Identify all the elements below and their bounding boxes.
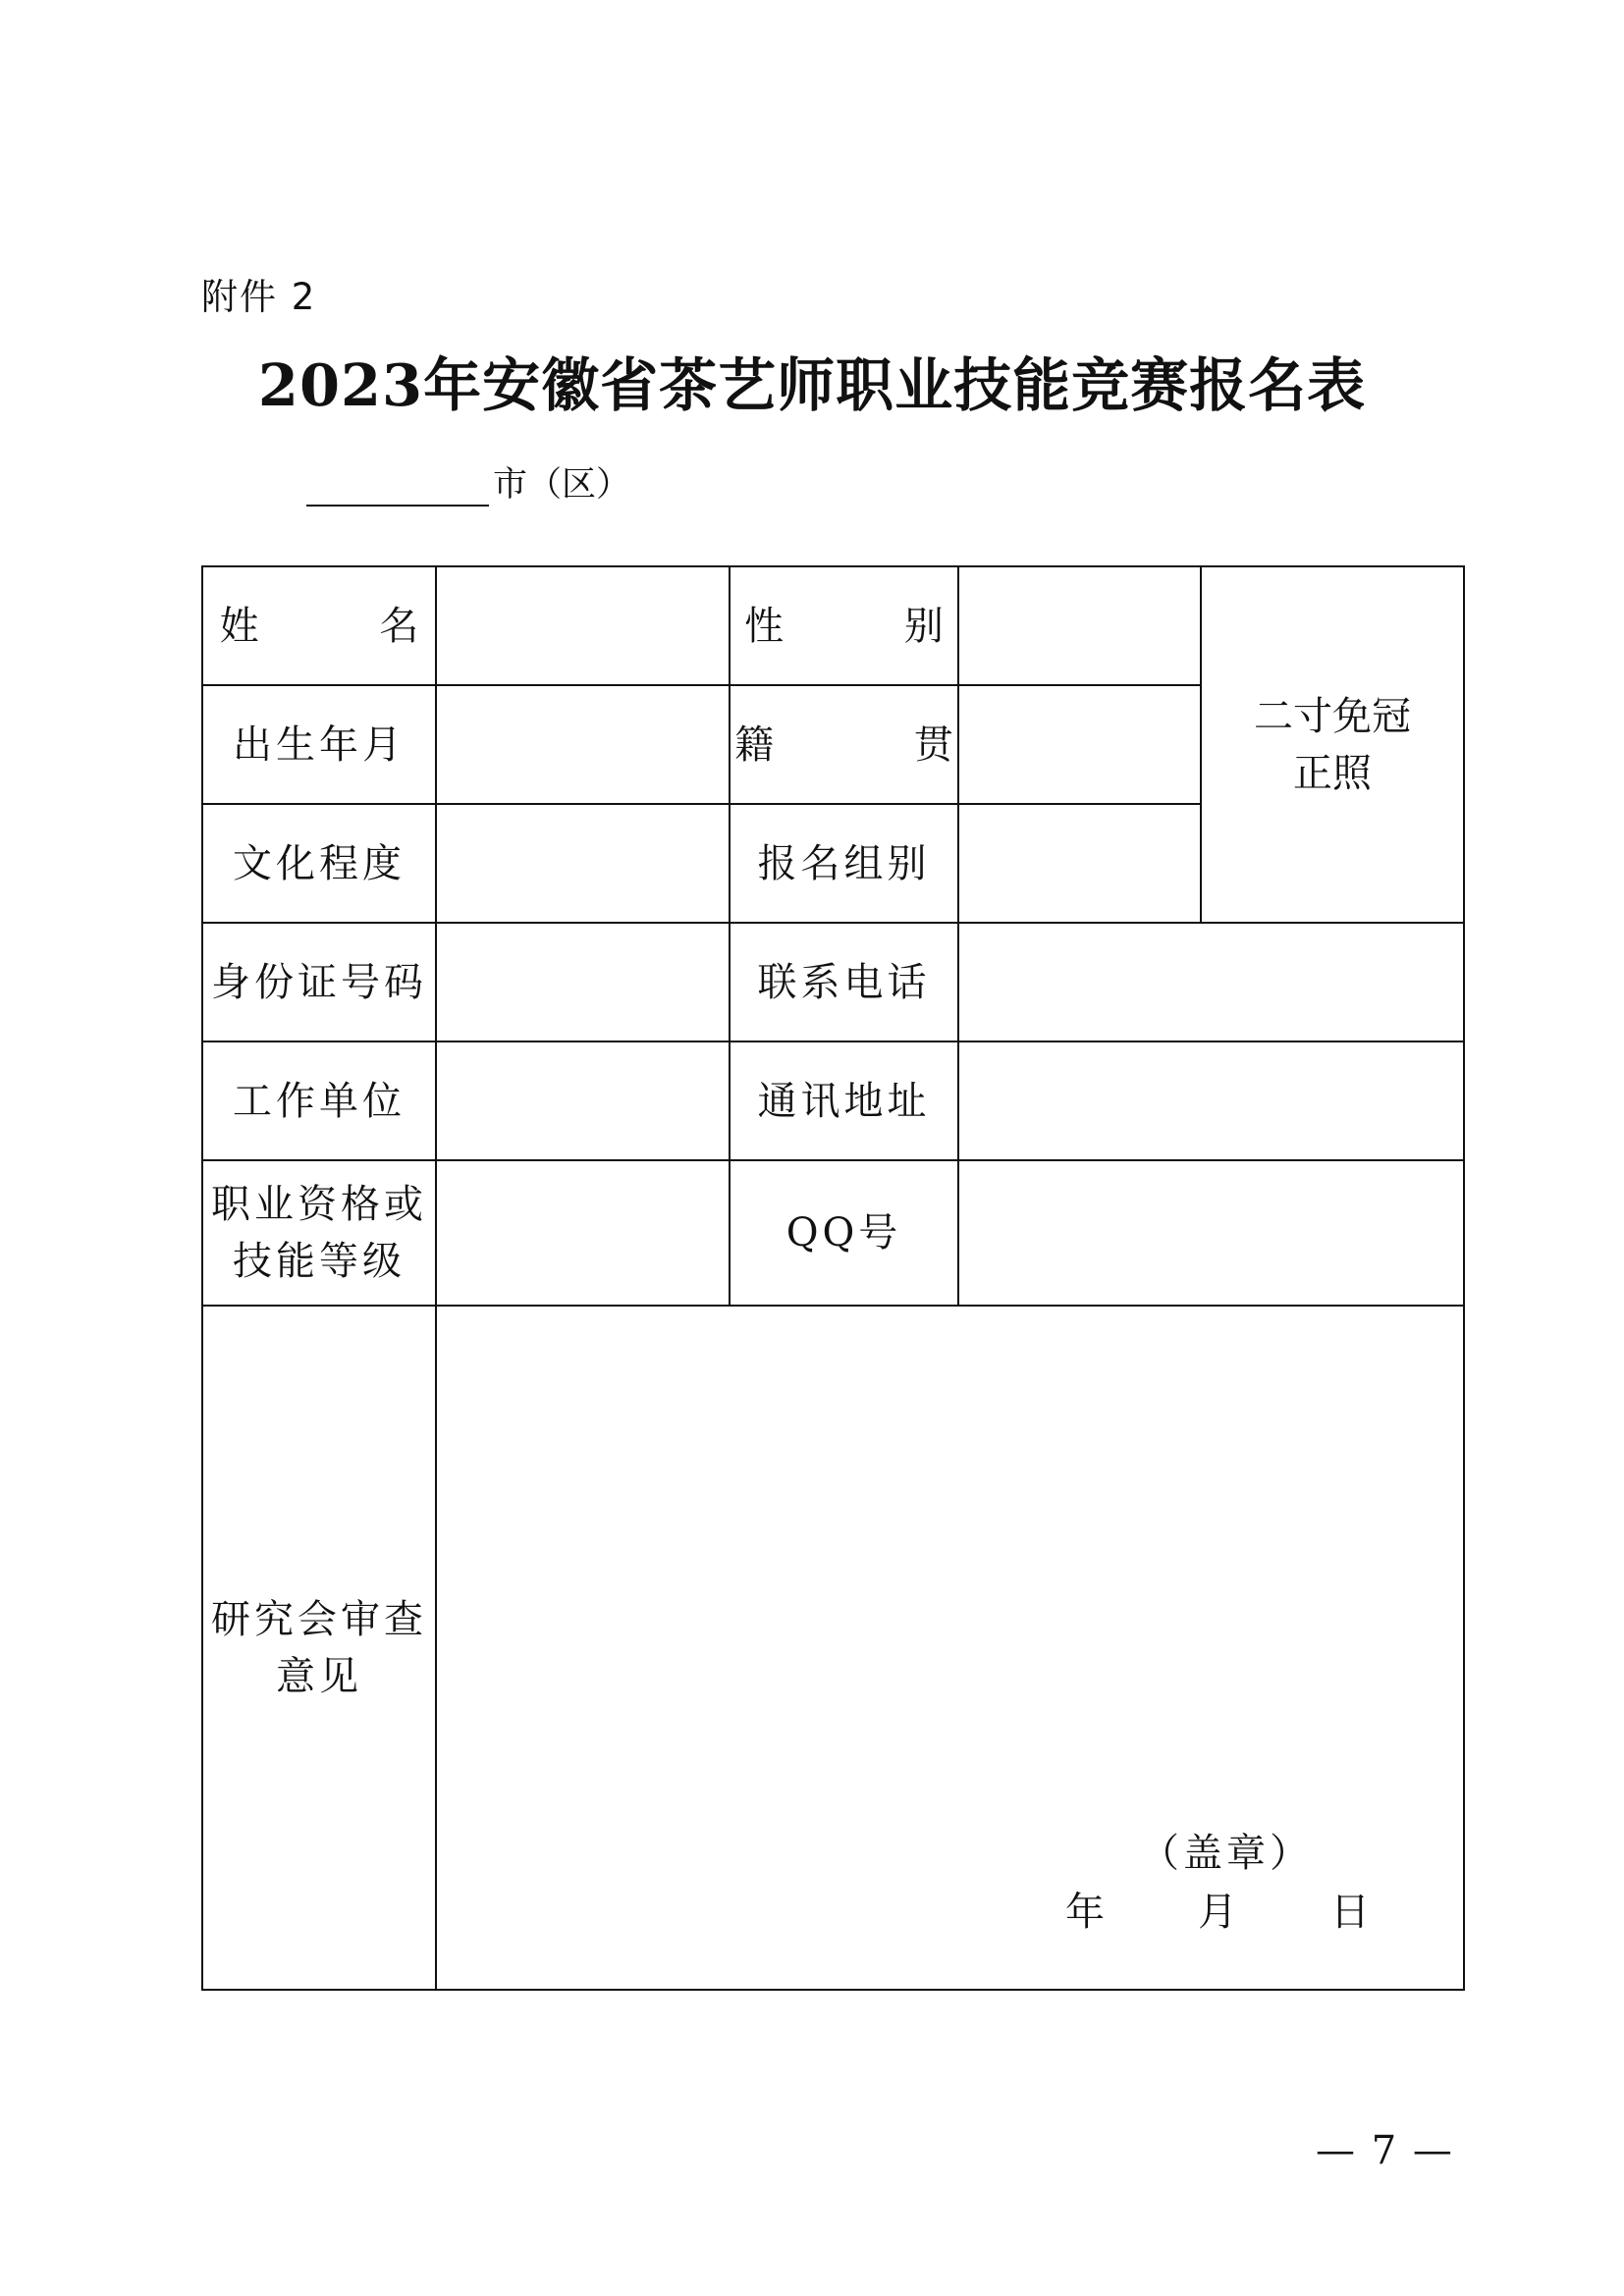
id-field[interactable] [436, 923, 730, 1041]
work-label: 工作单位 [233, 1078, 406, 1124]
qualification-label-line1: 职业资格或 [211, 1182, 427, 1227]
work-field[interactable] [436, 1041, 730, 1160]
birth-label-cell [202, 685, 436, 804]
qualification-field[interactable] [436, 1160, 730, 1306]
city-line [306, 457, 630, 507]
birth-field[interactable] [436, 685, 730, 804]
city-blank-field[interactable] [306, 465, 489, 507]
registration-form [201, 565, 1465, 1991]
attachment-label: 附件 2 [201, 276, 317, 318]
group-label-cell [730, 804, 958, 923]
origin-label: 籍 贯 [734, 721, 1017, 768]
name-field[interactable] [436, 566, 730, 685]
phone-field[interactable] [958, 923, 1464, 1041]
review-label-cell [202, 1306, 436, 1990]
education-field[interactable] [436, 804, 730, 923]
group-field[interactable] [958, 804, 1201, 923]
date-month: 月 [1198, 1890, 1237, 1935]
address-label: 通讯地址 [757, 1078, 931, 1124]
education-label-cell [202, 804, 436, 923]
qualification-label-cell [202, 1160, 436, 1306]
review-label-line2: 意见 [276, 1653, 362, 1699]
phone-label-cell [730, 923, 958, 1041]
birth-label: 出生年月 [233, 721, 406, 768]
name-label-cell [202, 566, 473, 685]
phone-label: 联系电话 [757, 959, 931, 1005]
id-label: 身份证号码 [211, 959, 427, 1005]
photo-box[interactable] [1201, 566, 1464, 923]
name-label: 姓 名 [219, 603, 473, 649]
qq-label: QQ号 [785, 1210, 902, 1255]
photo-label-line2: 正照 [1293, 750, 1372, 796]
gender-label-cell [730, 566, 998, 685]
date-year: 年 [1065, 1890, 1105, 1935]
qualification-label-line2: 技能等级 [233, 1239, 406, 1284]
date-day: 日 [1330, 1890, 1370, 1935]
seal-text: （盖章） [1140, 1831, 1313, 1876]
photo-label-line1: 二寸免冠 [1254, 693, 1411, 739]
work-label-cell [202, 1041, 436, 1160]
gender-label: 性 别 [744, 603, 998, 649]
address-field[interactable] [958, 1041, 1464, 1160]
address-label-cell [730, 1041, 958, 1160]
page-title: 2023年安徽省茶艺师职业技能竞赛报名表 [257, 351, 1367, 419]
qq-field[interactable] [958, 1160, 1464, 1306]
city-suffix: 市（区） [493, 465, 631, 505]
group-label: 报名组别 [757, 840, 931, 886]
page-number: — 7 — [1316, 2128, 1454, 2173]
origin-label-cell [730, 685, 1017, 804]
id-label-cell [202, 923, 436, 1041]
qq-label-cell [730, 1160, 958, 1306]
review-label-line1: 研究会审查 [211, 1596, 427, 1642]
review-date [1065, 1881, 1370, 1937]
education-label: 文化程度 [233, 840, 406, 886]
